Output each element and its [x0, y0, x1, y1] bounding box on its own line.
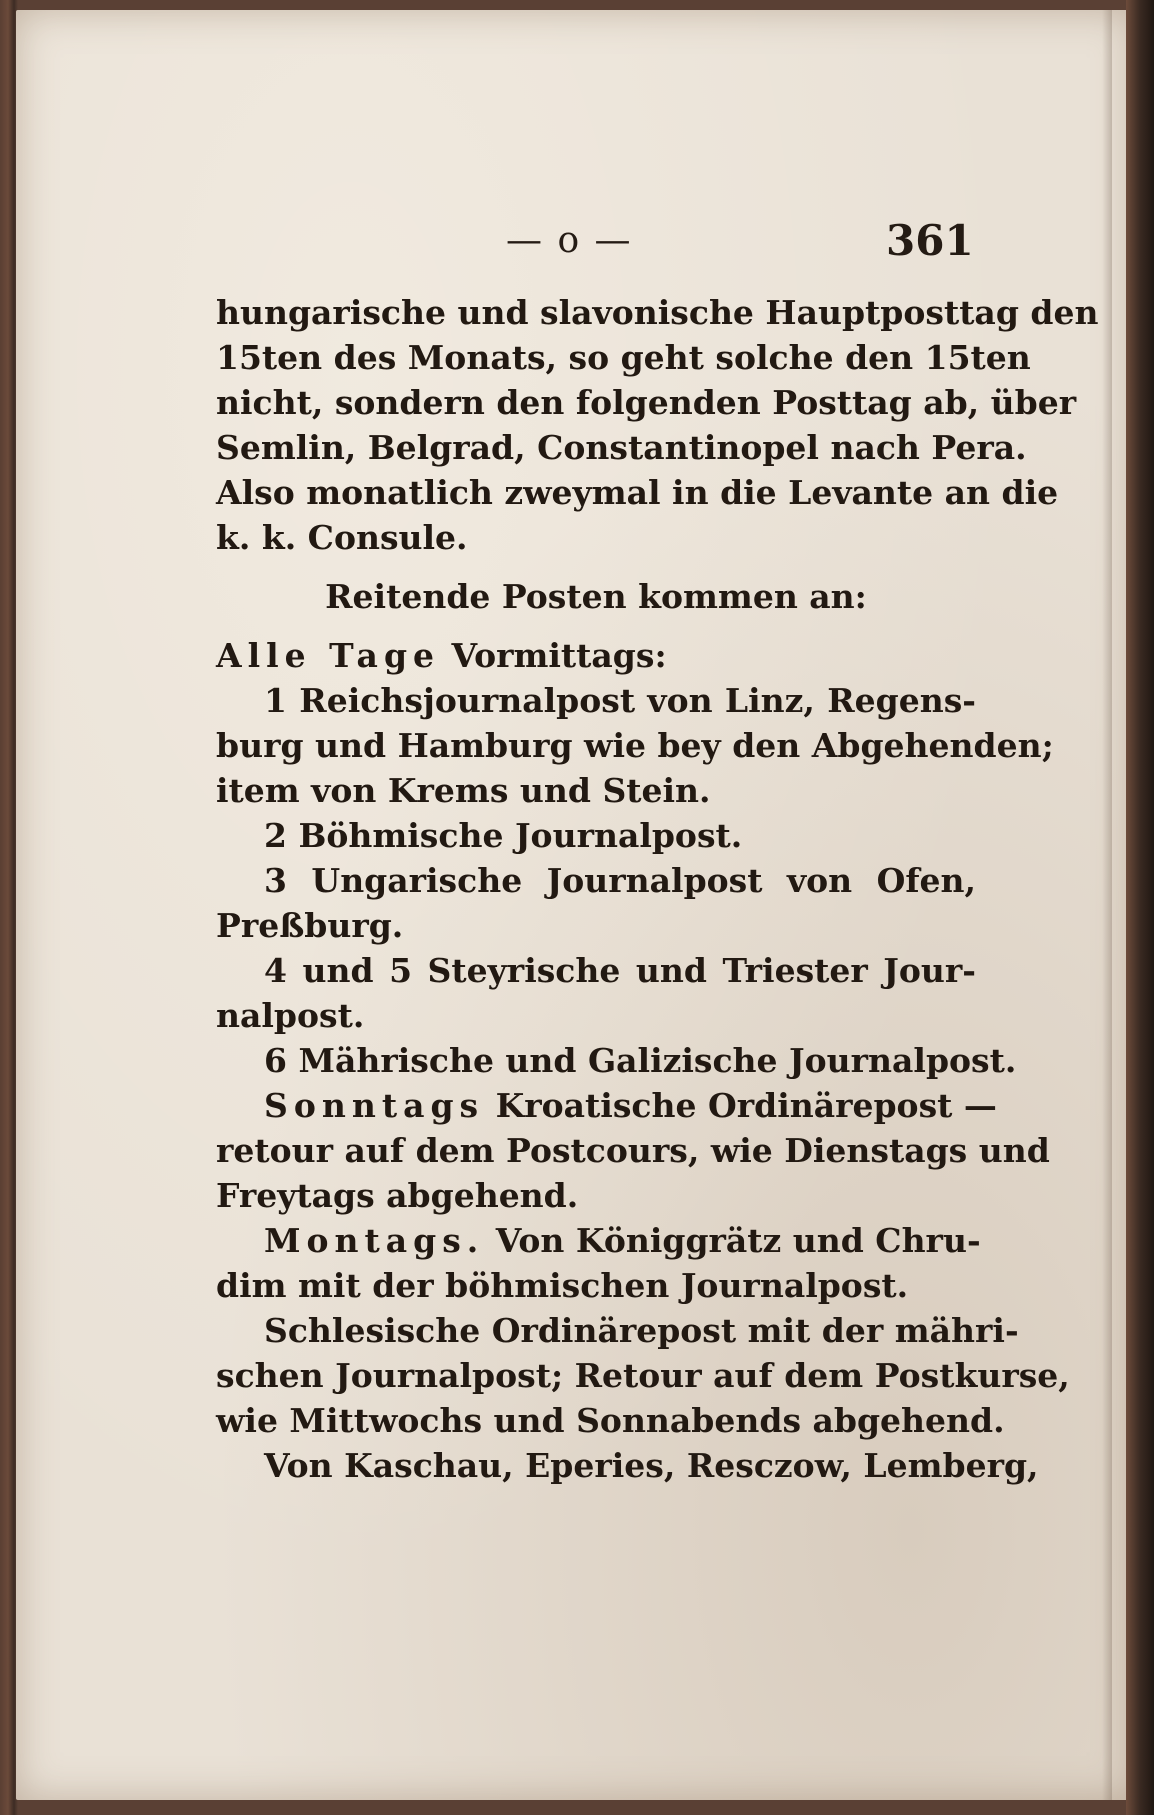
spaced-term: Sonntags [264, 1086, 485, 1125]
book-edge [1126, 0, 1154, 1815]
text-line: Freytags abgehend. [216, 1176, 579, 1215]
text-run: Kroatische Ordinärepost — [484, 1086, 997, 1125]
text-line [216, 1218, 981, 1263]
text-line [216, 1083, 997, 1128]
text-line: wie Mittwochs und Sonnabends abgehend. [216, 1401, 1005, 1440]
page-number: 361 [886, 216, 974, 265]
list-item: 1 Reichsjournalpost von Linz, Regens- [264, 681, 976, 720]
text-line: schen Journalpost; Retour auf dem Postkurse, [216, 1356, 1070, 1395]
list-item: 3 Ungarische Journalpost von Ofen, [264, 861, 976, 900]
text-line: dim mit der böhmischen Journalpost. [216, 1266, 909, 1305]
header-ornament: — o — [506, 220, 633, 261]
page-body [216, 290, 1099, 1488]
text-line: nicht, sondern den folgenden Posttag ab, über [216, 383, 1077, 422]
text-line: hungarische und slavonische Hauptposttag den [216, 293, 1099, 332]
text-line: Preßburg. [216, 906, 404, 945]
text-run: Vormittags: [440, 636, 667, 675]
text-line: Schlesische Ordinärepost mit der mähri- [264, 1311, 1019, 1350]
text-run: Von Königgrätz und Chru- [484, 1221, 981, 1260]
spaced-term: Montags. [264, 1221, 485, 1260]
list-item: 6 Mährische und Galizische Journalpost. [264, 1041, 1017, 1080]
text-line: nalpost. [216, 996, 365, 1035]
text-line: burg und Hamburg wie bey den Abgehenden; [216, 726, 1054, 765]
list-item: 4 und 5 Steyrische und Triester Jour- [264, 951, 976, 990]
text-line [216, 633, 976, 678]
text-line: Also monatlich zweymal in die Levante an die [216, 473, 1059, 512]
text-line: 15ten des Monats, so geht solche den 15ten [216, 338, 1031, 377]
section-heading: Reitende Posten kommen an: [325, 577, 867, 616]
list-item: 2 Böhmische Journalpost. [264, 816, 743, 855]
book-page [16, 10, 1134, 1800]
text-line: Semlin, Belgrad, Constantinopel nach Pera. [216, 428, 1027, 467]
spaced-term: Alle Tage [216, 636, 441, 675]
text-line: Von Kaschau, Eperies, Resczow, Lemberg, [264, 1446, 1039, 1485]
text-line: retour auf dem Postcours, wie Dienstags und [216, 1131, 1050, 1170]
page-header [16, 216, 1134, 270]
text-line: item von Krems und Stein. [216, 771, 711, 810]
text-line: k. k. Consule. [216, 518, 468, 557]
